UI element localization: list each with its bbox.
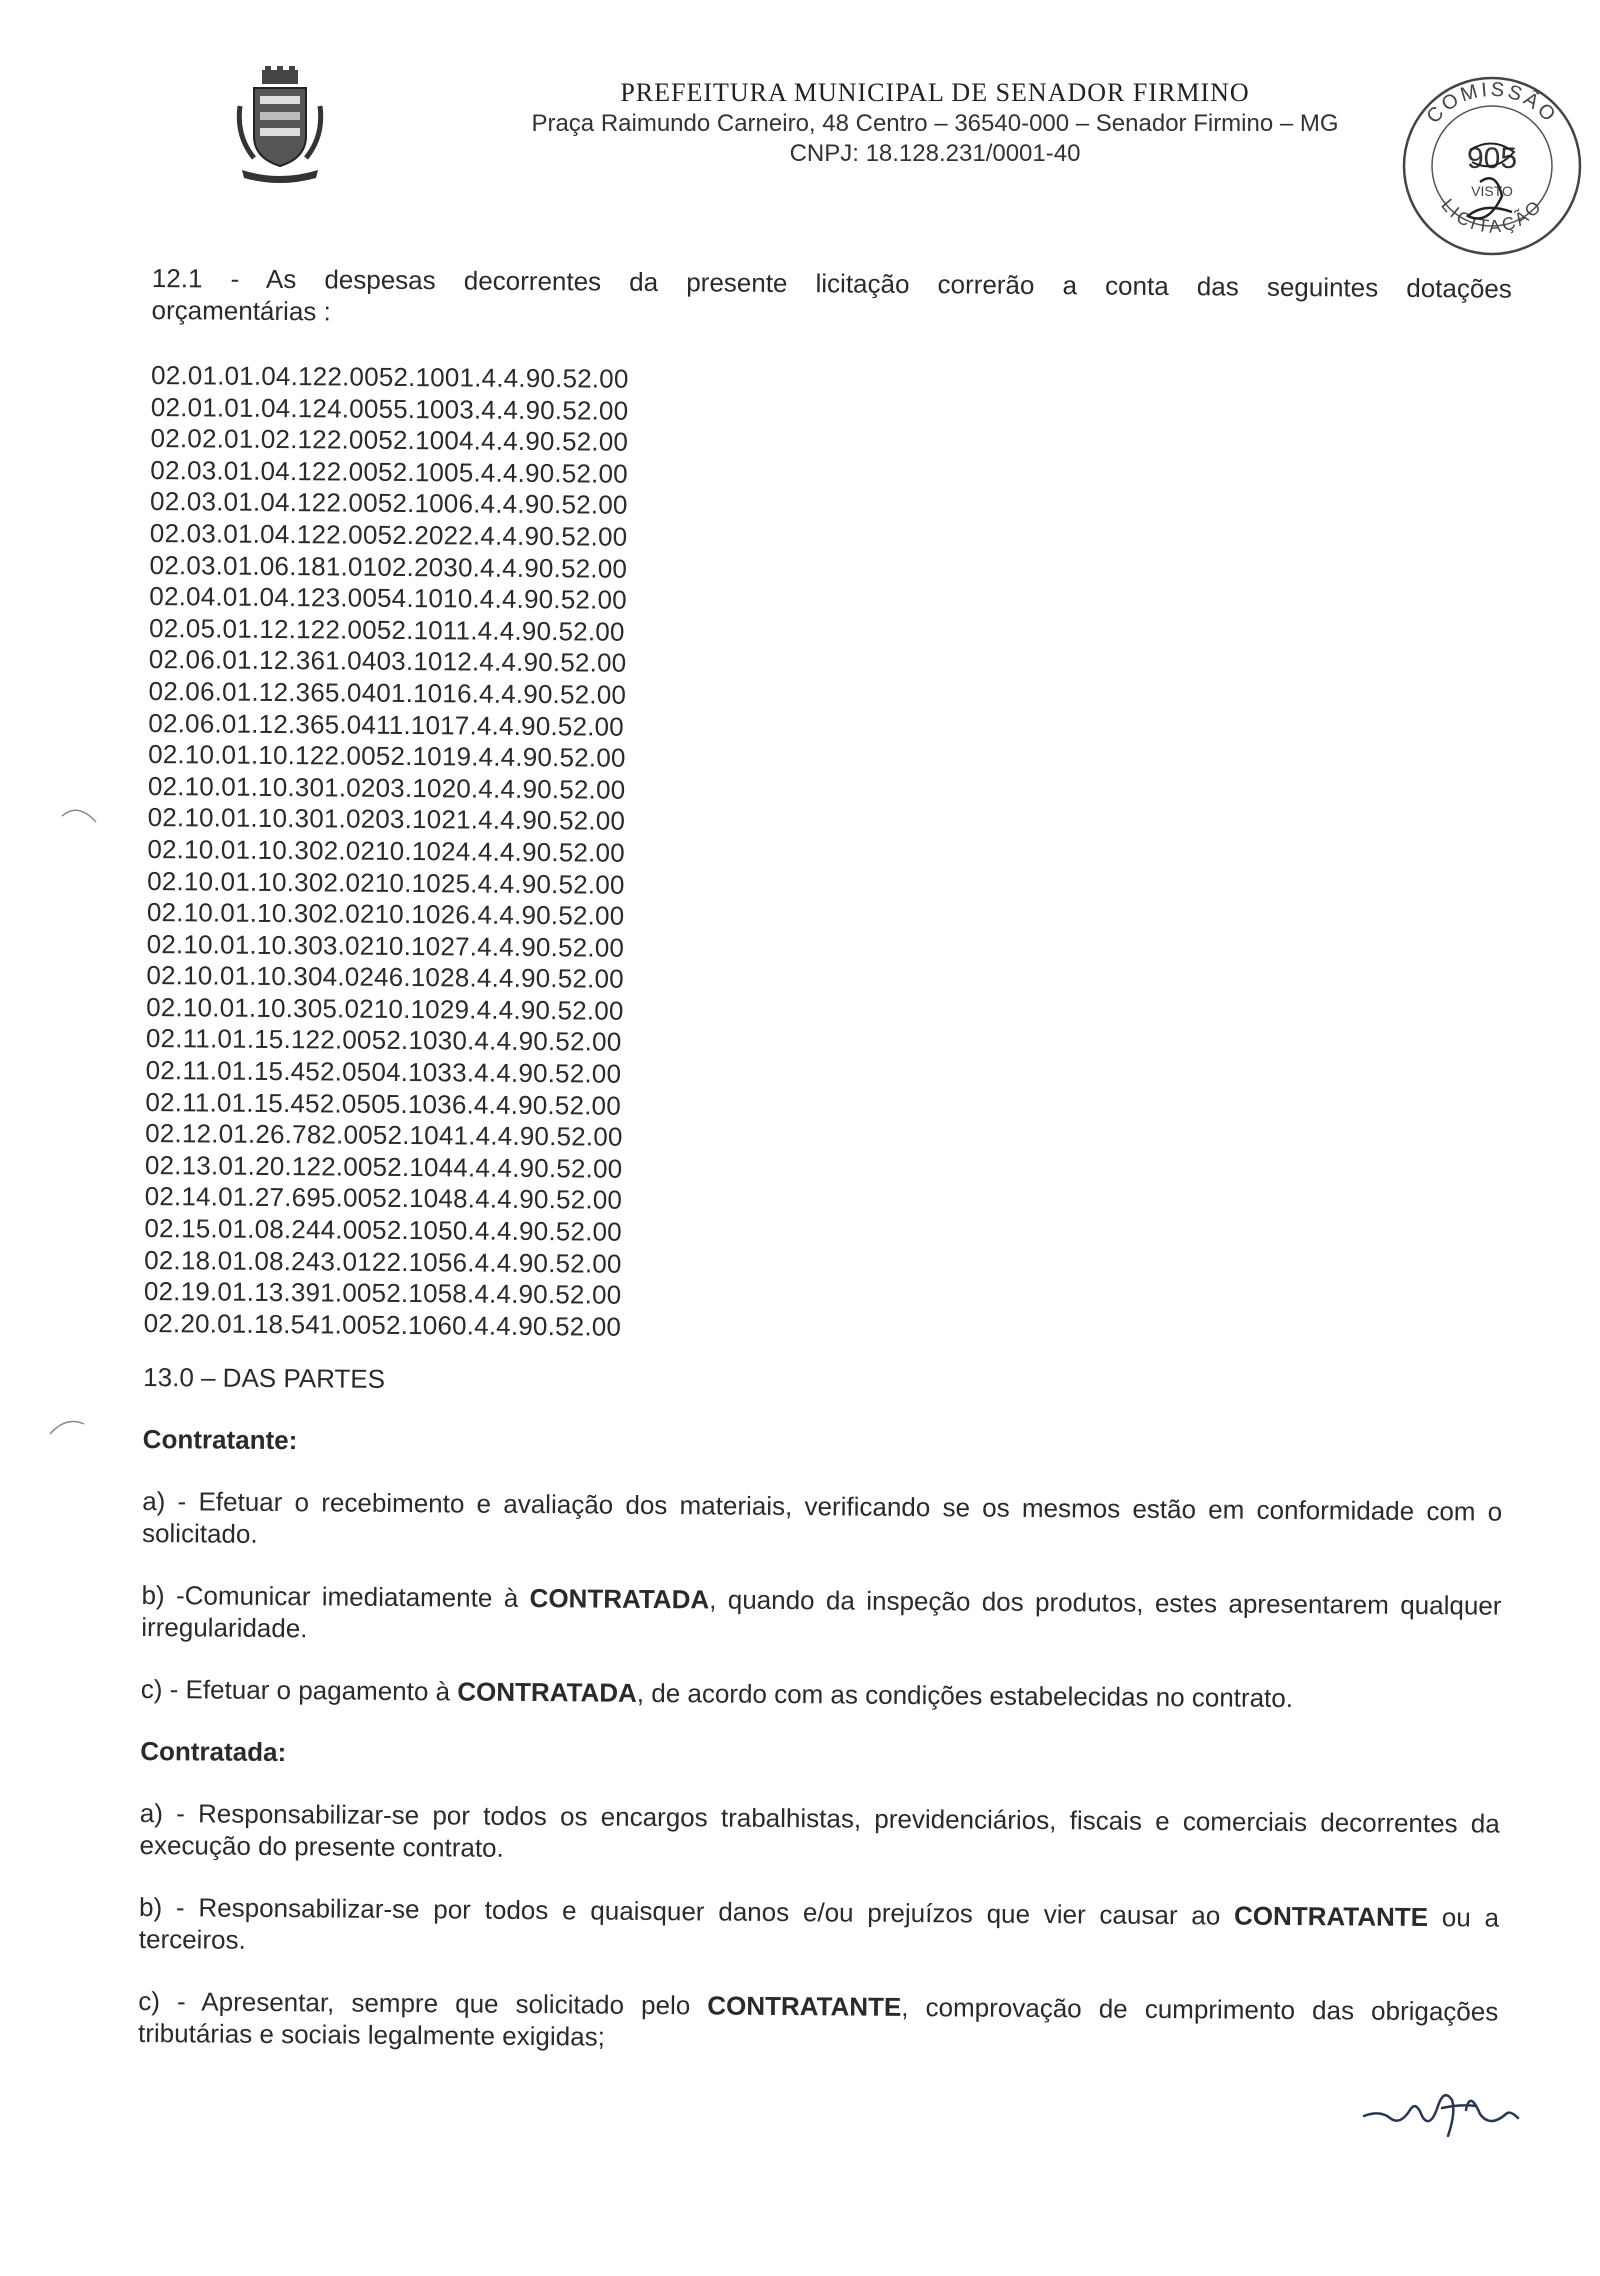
obligation-text: b) -Comunicar imediatamente à — [141, 1580, 530, 1614]
party-name: CONTRATANTE — [1233, 1900, 1429, 1933]
party-name: CONTRATANTE — [707, 1990, 902, 2023]
budget-code-row: 02.10.01.10.301.0203.1021.4.4.90.52.00 — [147, 802, 626, 837]
clause-12-1-line1: 12.1 - As despesas decorrentes da presente licitação correrão a conta das seguintes dotações — [151, 262, 1512, 304]
contratante-heading: Contratante: — [142, 1424, 298, 1456]
obligation-item — [142, 1485, 1502, 1560]
party-name: CONTRATADA — [529, 1583, 710, 1615]
organization-name: PREFEITURA MUNICIPAL DE SENADOR FIRMINO — [620, 78, 1250, 107]
contratante-obligations — [141, 1485, 1503, 1716]
document-body — [138, 262, 1512, 2060]
budget-code-row: 02.18.01.08.243.0122.1056.4.4.90.52.00 — [144, 1244, 622, 1279]
stamp-number: 905 — [1466, 142, 1518, 175]
letterhead — [430, 78, 1440, 168]
stamp-bottom-text: LICITAÇÃO — [1437, 194, 1547, 237]
obligation-item — [138, 1985, 1498, 2060]
budget-codes-list — [144, 360, 1512, 1350]
budget-code-row: 02.05.01.12.122.0052.1011.4.4.90.52.00 — [149, 612, 625, 647]
budget-code-row: 02.10.01.10.302.0210.1025.4.4.90.52.00 — [147, 865, 625, 900]
obligation-item — [139, 1891, 1499, 1966]
budget-code-row: 02.11.01.15.452.0504.1033.4.4.90.52.00 — [145, 1055, 622, 1089]
obligation-text: a) - Responsabilizar-se por todos os encargos trabalhistas, previdenciários, fiscais e comerciais decorrentes da execução do presente contrato. — [139, 1798, 1500, 1864]
obligation-item — [141, 1579, 1501, 1654]
budget-code-row: 02.12.01.26.782.0052.1041.4.4.90.52.00 — [145, 1118, 623, 1152]
budget-code-row: 02.10.01.10.304.0246.1028.4.4.90.52.00 — [146, 960, 624, 995]
obligation-text: c) - Efetuar o pagamento à — [140, 1674, 458, 1707]
budget-code-row: 02.03.01.04.122.0052.1005.4.4.90.52.00 — [150, 454, 628, 489]
budget-code-row: 02.19.01.13.391.0052.1058.4.4.90.52.00 — [143, 1276, 622, 1310]
budget-code-row: 02.04.01.04.123.0054.1010.4.4.90.52.00 — [149, 581, 627, 615]
budget-code-row: 02.10.01.10.305.0210.1029.4.4.90.52.00 — [146, 991, 624, 1026]
section-13-title: 13.0 – DAS PARTES — [143, 1362, 386, 1395]
budget-code-row: 02.13.01.20.122.0052.1044.4.4.90.52.00 — [144, 1149, 623, 1184]
budget-code-row: 02.15.01.08.244.0052.1050.4.4.90.52.00 — [144, 1213, 623, 1247]
budget-code-row: 02.06.01.12.365.0401.1016.4.4.90.52.00 — [148, 675, 627, 710]
budget-code-row: 02.10.01.10.302.0210.1026.4.4.90.52.00 — [146, 897, 625, 931]
budget-code-row: 02.10.01.10.302.0210.1024.4.4.90.52.00 — [147, 833, 625, 868]
contratada-obligations — [138, 1797, 1500, 2060]
budget-code-row: 02.11.01.15.122.0052.1030.4.4.90.52.00 — [145, 1023, 622, 1058]
budget-code-row: 02.06.01.12.365.0411.1017.4.4.90.52.00 — [148, 707, 625, 742]
svg-text:LICITAÇÃO — [1437, 195, 1546, 237]
budget-code-row: 02.02.01.02.122.0052.1004.4.4.90.52.00 — [150, 423, 629, 457]
stamp-middle-text: VISTO — [1471, 183, 1513, 199]
organization-cnpj: CNPJ: 18.128.231/0001-40 — [789, 140, 1081, 167]
budget-code-row: 02.10.01.10.122.0052.1019.4.4.90.52.00 — [148, 739, 626, 773]
obligation-text: , quando da inspeção dos produtos, estes apresentarem qualquer irregularidade. — [141, 1584, 1502, 1644]
coat-of-arms-icon — [232, 66, 328, 184]
budget-code-row: 02.01.01.04.124.0055.1003.4.4.90.52.00 — [150, 391, 629, 426]
obligation-text: ou a terceiros. — [138, 1902, 1500, 1956]
budget-code-row: 02.03.01.04.122.0052.1006.4.4.90.52.00 — [150, 486, 628, 521]
obligation-text: b) - Responsabilizar-se por todos e quaisquer danos e/ou prejuízos que vier causar ao — [138, 1892, 1235, 1931]
budget-code-row: 02.01.01.04.122.0052.1001.4.4.90.52.00 — [150, 359, 629, 394]
budget-code-row: 02.10.01.10.301.0203.1020.4.4.90.52.00 — [147, 770, 626, 805]
clause-12-1-line2: orçamentárias : — [151, 294, 331, 327]
party-name: CONTRATADA — [457, 1676, 637, 1709]
budget-code-row: 02.03.01.04.122.0052.2022.4.4.90.52.00 — [149, 517, 628, 552]
budget-code-row: 02.11.01.15.452.0505.1036.4.4.90.52.00 — [145, 1086, 622, 1121]
obligation-text: c) - Apresentar, sempre que solicitado pelo — [138, 1986, 708, 2021]
margin-mark — [60, 800, 100, 830]
commission-stamp-icon — [1392, 66, 1592, 266]
handwritten-signature-icon — [1360, 2070, 1530, 2140]
margin-mark — [48, 1412, 88, 1442]
obligation-text: a) - Efetuar o recebimento e avaliação dos materiais, verificando se os mesmos estão em conformidade com o solicitado. — [141, 1486, 1503, 1550]
organization-address: Praça Raimundo Carneiro, 48 Centro – 36540-000 – Senador Firmino – MG — [531, 110, 1339, 137]
contratada-heading: Contratada: — [140, 1736, 287, 1768]
obligation-text: , de acordo com as condições estabelecidas no contrato. — [636, 1678, 1294, 1714]
obligation-text: , comprovação de cumprimento das obrigações tributárias e sociais legalmente exigidas; — [137, 1992, 1499, 2053]
budget-code-row: 02.06.01.12.361.0403.1012.4.4.90.52.00 — [148, 644, 627, 679]
stamp-top-text: COMISSÃO — [1422, 78, 1562, 128]
obligation-item — [139, 1797, 1499, 1872]
svg-text:COMISSÃO — [1423, 79, 1562, 128]
budget-code-row: 02.20.01.18.541.0052.1060.4.4.90.52.00 — [143, 1307, 622, 1342]
budget-code-row: 02.03.01.06.181.0102.2030.4.4.90.52.00 — [149, 549, 628, 584]
budget-code-row: 02.14.01.27.695.0052.1048.4.4.90.52.00 — [144, 1181, 623, 1216]
budget-code-row: 02.10.01.10.303.0210.1027.4.4.90.52.00 — [146, 928, 625, 963]
obligation-item — [141, 1673, 1501, 1716]
